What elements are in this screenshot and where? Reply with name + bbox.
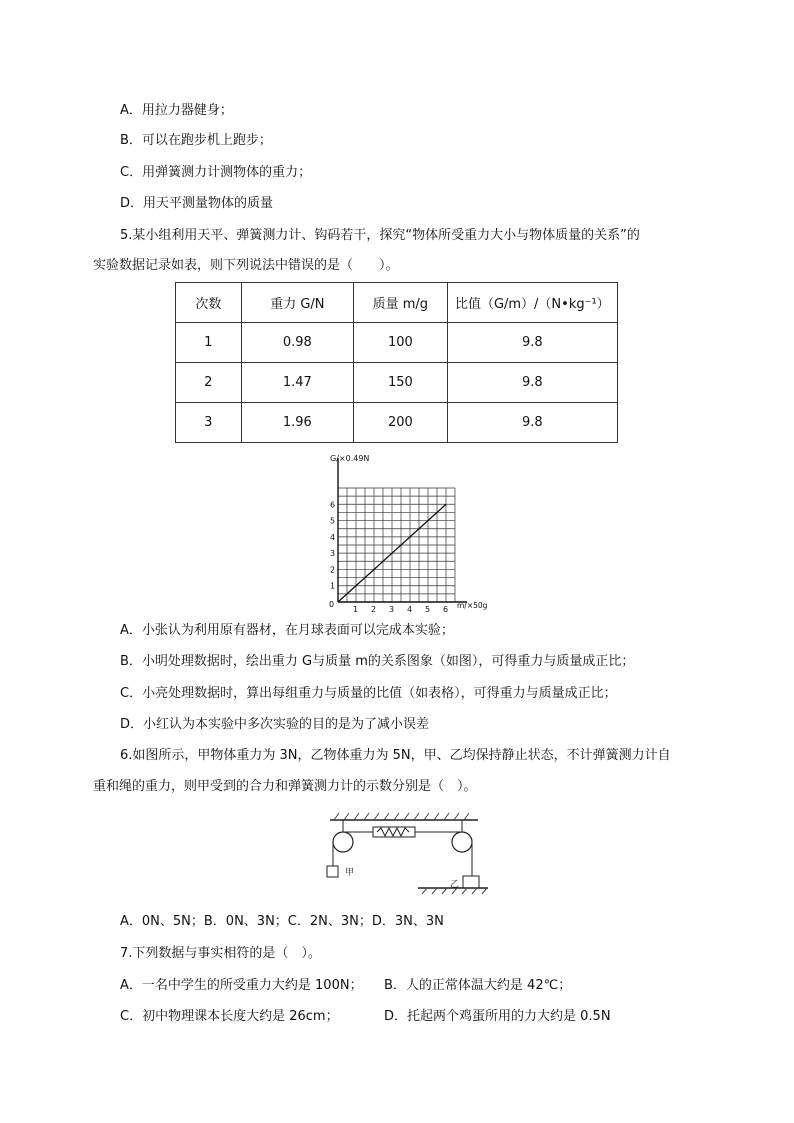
table-cell: 2: [176, 363, 242, 403]
table-cell: 100: [354, 323, 448, 363]
table-cell: 1: [176, 323, 242, 363]
table-row: [176, 403, 618, 443]
label-yi: 乙: [450, 880, 460, 890]
y-axis-label: G/×0.49N: [330, 454, 370, 463]
block-yi: [463, 876, 479, 888]
table-cell: 9.8: [447, 403, 617, 443]
ceiling-hatching: [334, 813, 469, 820]
q5-option-b: B．小明处理数据时，绘出重力 G与质量 m的关系图象（如图），可得重力与质量成正比；: [120, 654, 635, 669]
table-cell: 9.8: [447, 363, 617, 403]
table-header: 比值（G/m）/（N•kg⁻¹）: [447, 283, 617, 323]
q7-stem: 7.下列数据与事实相符的是（ ）。: [120, 946, 321, 961]
table-cell: 1.47: [241, 363, 353, 403]
x-axis-label: m/×50g: [457, 601, 488, 610]
q6-stem-line2: 重和绳的重力，则甲受到的合力和弹簧测力计的示数分别是（ ）。: [93, 779, 477, 794]
q4-option-a: A．用拉力器健身；: [120, 103, 233, 118]
y-tick-label: 5: [330, 516, 336, 526]
table-cell: 0.98: [241, 323, 353, 363]
x-tick-label: 2: [371, 605, 377, 614]
q7-option-a: A．一名中学生的所受重力大约是 100N；: [120, 978, 363, 993]
label-jia: 甲: [345, 868, 355, 878]
q6-options: A．0N、5N；B．0N、3N；C．2N、3N；D．3N、3N: [120, 914, 444, 929]
table-header: 重力 G/N: [241, 283, 353, 323]
q4-option-c: C．用弹簧测力计测物体的重力；: [120, 165, 312, 180]
right-pulley: [452, 832, 472, 852]
y-tick-label: 2: [330, 565, 336, 575]
x-tick-label: 1: [353, 605, 359, 614]
q5-stem-line1: 5.某小组利用天平、弹簧测力计、钩码若干，探究“物体所受重力大小与物体质量的关系”的: [120, 228, 640, 243]
q5-option-c: C．小亮处理数据时，算出每组重力与质量的比值（如表格），可得重力与质量成正比；: [120, 686, 617, 701]
table-header: 质量 m/g: [354, 283, 448, 323]
x-tick-label: 4: [407, 605, 413, 614]
table-cell: 150: [354, 363, 448, 403]
table-row: [176, 323, 618, 363]
y-tick-label: 6: [330, 500, 336, 510]
table-cell: 1.96: [241, 403, 353, 443]
q4-option-d: D．用天平测量物体的质量: [120, 196, 274, 211]
table-header: 次数: [176, 283, 242, 323]
table-header-row: [176, 283, 618, 323]
x-tick-label: 3: [389, 605, 395, 614]
block-jia: [327, 866, 338, 877]
q5-stem-line2: 实验数据记录如表，则下列说法中错误的是（ ）。: [93, 258, 399, 273]
y-tick-label: 3: [330, 549, 336, 559]
left-pulley: [333, 832, 353, 852]
y-tick-label: 1: [330, 581, 336, 591]
x-tick-label: 6: [443, 605, 449, 614]
table-row: [176, 363, 618, 403]
q5-data-table: [175, 282, 618, 443]
q4-option-b: B．可以在跑步机上跑步；: [120, 133, 272, 148]
q6-stem-line1: 6.如图所示，甲物体重力为 3N，乙物体重力为 5N，甲、乙均保持静止状态，不计弹簧测力计自: [120, 748, 671, 763]
table-cell: 3: [176, 403, 242, 443]
q7-option-c: C．初中物理课本长度大约是 26cm；: [120, 1009, 339, 1024]
y-tick-label: 4: [330, 532, 336, 542]
origin-label: 0: [329, 600, 335, 609]
table-cell: 9.8: [447, 323, 617, 363]
q7-option-d: D．托起两个鸡蛋所用的力大约是 0.5N: [384, 1009, 611, 1024]
q5-option-a: A．小张认为利用原有器材，在月球表面可以完成本实验；: [120, 623, 454, 638]
x-tick-label: 5: [425, 605, 431, 614]
q5-option-d: D．小红认为本实验中多次实验的目的是为了减小误差: [120, 717, 430, 732]
g-m-graph: [318, 452, 488, 614]
q7-option-b: B．人的正常体温大约是 42℃；: [384, 978, 572, 993]
table-cell: 200: [354, 403, 448, 443]
pulley-figure: [318, 808, 498, 896]
